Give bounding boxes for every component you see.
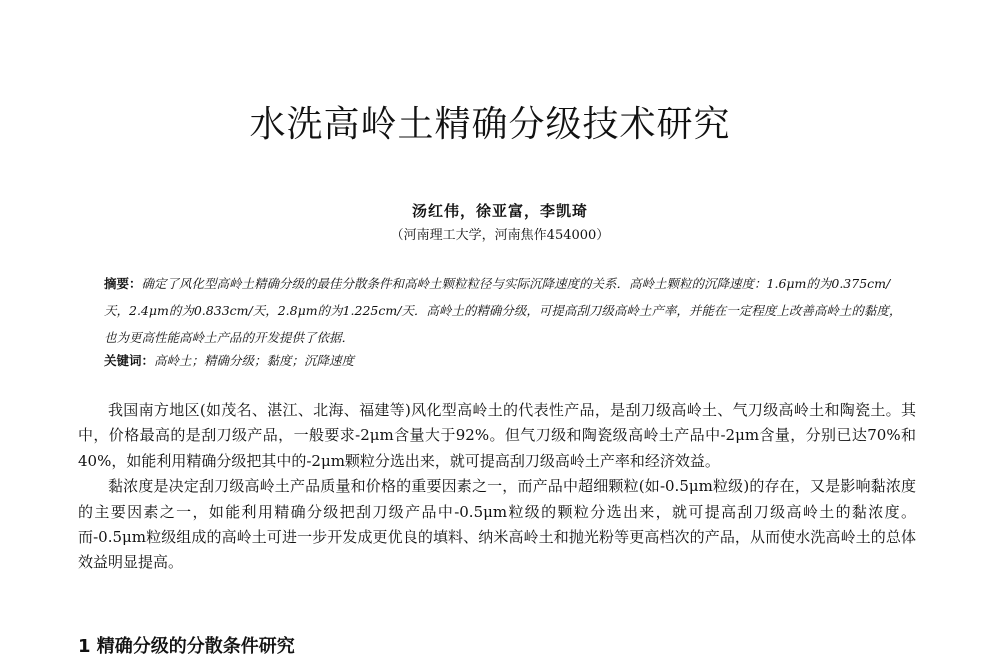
section-heading: 1 精确分级的分散条件研究 [78, 636, 295, 657]
abstract-block [104, 270, 910, 351]
keywords-label: 关键词： [104, 353, 155, 368]
paragraph: 我国南方地区(如茂名、湛江、北海、福建等)风化型高岭土的代表性产品，是刮刀级高岭土、气刀级高岭土和陶瓷土。其中，价格最高的是刮刀级产品，一般要求-2μm含量大于92%。但气刀级和陶瓷级高岭土产品中-2μm含量，分别已达70%和40%，如能利用精确分级把其中的-2μm颗粒分选出来，就可提高刮刀级高岭土产率和经济效益。 [78, 401, 916, 470]
paragraph: 黏浓度是决定刮刀级高岭土产品质量和价格的重要因素之一，而产品中超细颗粒(如-0.5μm粒级)的存在，又是影响黏浓度的主要因素之一，如能利用精确分级把刮刀级产品中-0.5μm粒级的颗粒分选出来，就可提高刮刀级高岭土的黏浓度。而-0.5μm粒级组成的高岭土可进一步开发成更优良的填料、纳米高岭土和抛光粉等更高档次的产品，从而使水洗高岭土的总体效益明显提高。 [78, 477, 916, 572]
affiliation: （河南理工大学，河南焦作454000） [390, 228, 610, 243]
abstract-label: 摘要： [104, 276, 142, 291]
keywords-block [104, 351, 910, 369]
abstract-text: 确定了风化型高岭土精确分级的最佳分散条件和高岭土颗粒粒径与实际沉降速度的关系．高岭土颗粒的沉降速度：1.6μm的为0.375cm/天，2.4μm的为0.833cm/天，2.8μm的为1.225cm/天．高岭土的精确分级，可提高刮刀级高岭土产率，并能在一定程度上改善高岭土的黏度，也为更高性能高岭土产品的开发提供了依据． [104, 276, 902, 345]
author-list: 汤红伟，徐亚富，李凯琦 [411, 202, 588, 220]
keywords-text: 高岭土；精确分级；黏度；沉降速度 [154, 353, 355, 368]
paper-title: 水洗高岭土精确分级技术研究 [249, 104, 731, 145]
body-text [78, 398, 916, 576]
